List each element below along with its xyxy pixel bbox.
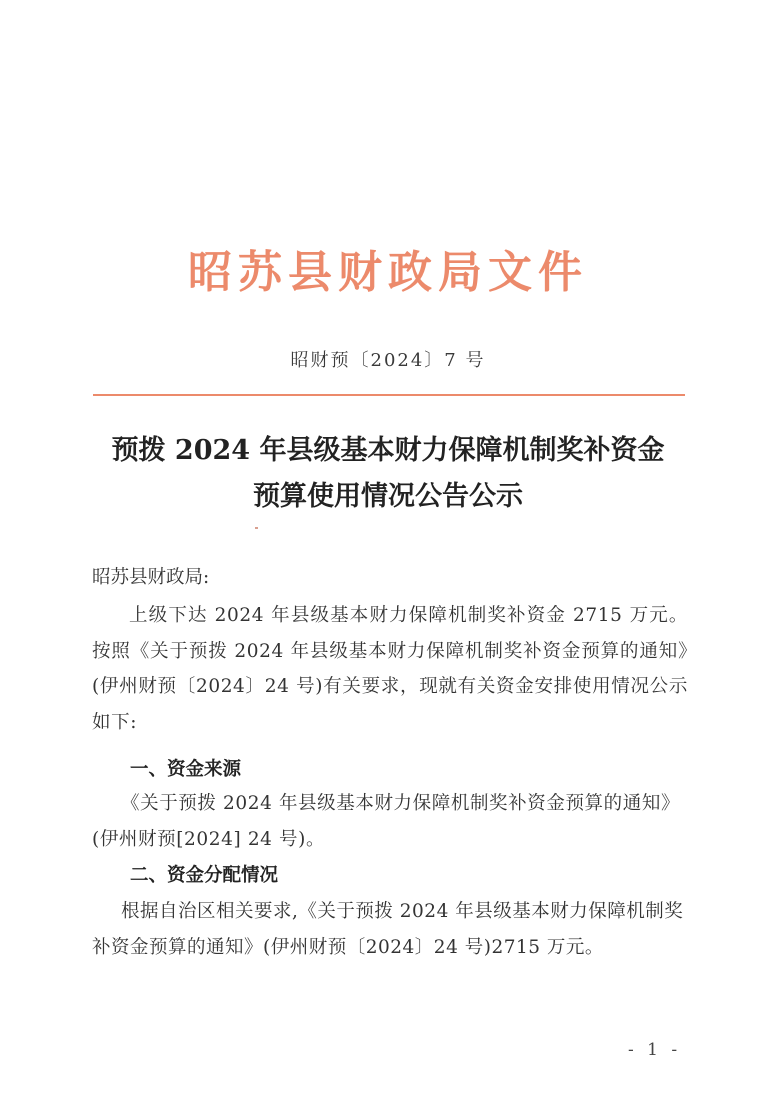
scan-speck bbox=[255, 527, 258, 529]
paragraph-intro: 上级下达 2024 年县级基本财力保障机制奖补资金 2715 万元。按照《关于预拨 2024 年县级基本财力保障机制奖补资金预算的通知》(伊州财预〔2024〕24 号)有关要求，现就有关资金安排使用情况公示如下: bbox=[92, 605, 688, 733]
paragraph-funding-source: 《关于预拨 2024 年县级基本财力保障机制奖补资金预算的通知》(伊州财预[2024] 24 号)。 bbox=[92, 793, 681, 850]
red-separator-line bbox=[93, 394, 685, 396]
document-title-line-1: 预拨 2024 年县级基本财力保障机制奖补资金 bbox=[111, 435, 665, 466]
document-title-line-2: 预算使用情况公告公示 bbox=[253, 481, 523, 512]
section-heading-funding-source: 一、资金来源 bbox=[130, 759, 242, 780]
salutation: 昭苏县财政局: bbox=[92, 567, 210, 588]
issuer-header-title: 昭苏县财政局文件 bbox=[188, 247, 588, 298]
paragraph-allocation: 根据自治区相关要求,《关于预拨 2024 年县级基本财力保障机制奖补资金预算的通知》(伊州财预〔2024〕24 号)2715 万元。 bbox=[92, 901, 684, 958]
page-number: - 1 - bbox=[628, 1040, 682, 1060]
section-heading-allocation: 二、资金分配情况 bbox=[130, 865, 279, 886]
document-number: 昭财预〔2024〕7 号 bbox=[290, 350, 486, 371]
